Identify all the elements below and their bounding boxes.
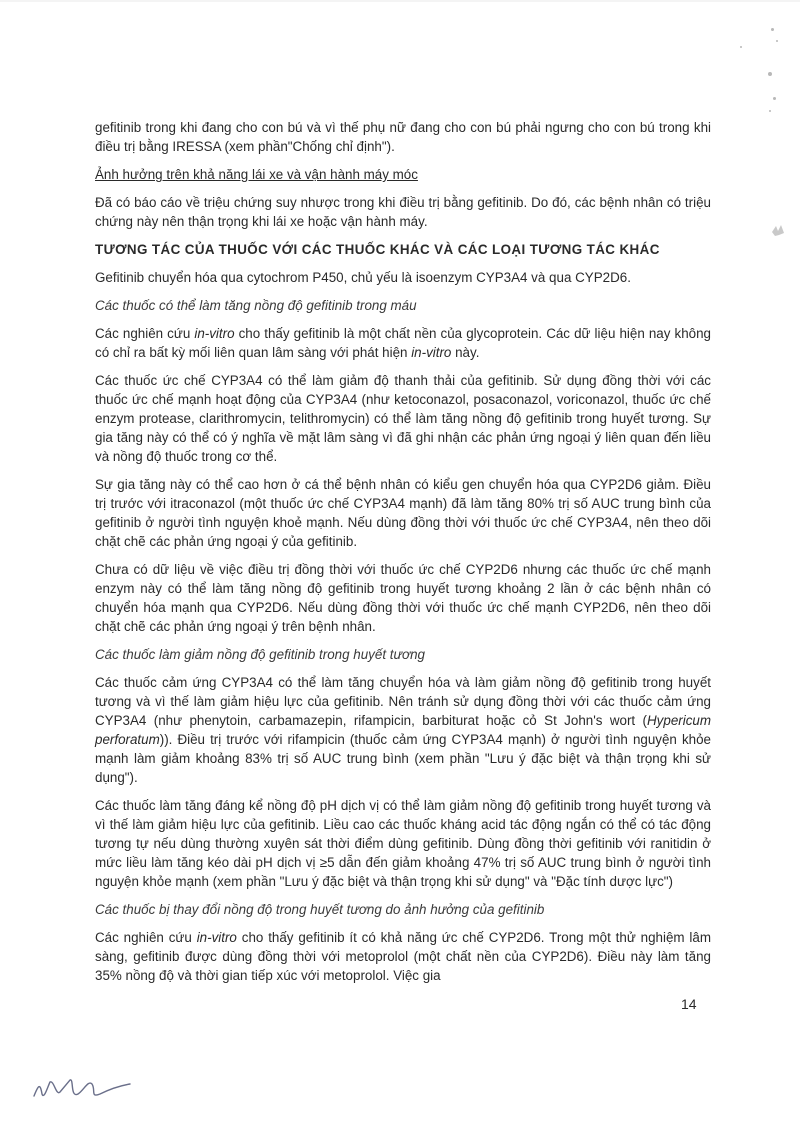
handwritten-signature bbox=[30, 1068, 140, 1108]
paragraph-driving: Đã có báo cáo về triệu chứng suy nhược trong khi điều trị bằng gefitinib. Do đó, các bệnh nhân có triệu chứng này nên thận trọng khi lái xe hoặc vận hành máy. bbox=[95, 195, 711, 229]
document-body bbox=[95, 118, 711, 994]
paragraph-glycoprotein bbox=[95, 324, 711, 362]
paragraph-cyp2d6-genotype: Sự gia tăng này có thể cao hơn ở cá thể bệnh nhân có kiểu gen chuyển hóa qua CYP2D6 giảm. Điều trị trước với itraconazol (một thuốc ức chế CYP3A4 mạnh) đã làm tăng 80% trị số AUC trung bình của gefitinib ở người tình nguyện khoẻ mạnh. Nếu dùng đồng thời với thuốc ức chế CYP3A4, nên theo dõi chặt chẽ các phản ứng ngoại ý của gefitinib. bbox=[95, 477, 711, 549]
paragraph-metoprolol bbox=[95, 928, 711, 985]
text-span: Các thuốc cảm ứng CYP3A4 có thể làm tăng chuyển hóa và làm giảm nồng độ gefitinib trong huyết tương và vì thế làm giảm hiệu lực của gefitinib. Nên tránh sử dụng đồng thời với các thuốc cảm ứng CYP3A4 (như phenytoin, carbamazepin, rifampicin, barbiturat hoặc cỏ St John's wort ( bbox=[95, 675, 711, 728]
italic-term: Hypericum perforatum bbox=[95, 713, 711, 747]
italic-term: in-vitro bbox=[196, 930, 237, 945]
scan-edge bbox=[0, 0, 800, 2]
paragraph-breastfeeding: gefitinib trong khi đang cho con bú và vì thế phụ nữ đang cho con bú phải ngưng cho con bú trong khi điều trị bằng IRESSA (xem phần"Chống chỉ định"). bbox=[95, 120, 711, 154]
paragraph-cyp3a4-inhibitors: Các thuốc ức chế CYP3A4 có thể làm giảm độ thanh thải của gefitinib. Sử dụng đồng thời với các thuốc ức chế mạnh hoạt động của CYP3A4 (như ketoconazol, posaconazol, voriconazol, thuốc ức chế enzym protease, clarithromycin, telithromycin) có thể làm tăng nồng độ gefitinib trong huyết tương. Sự gia tăng này có thể có ý nghĩa về mặt lâm sàng vì đã ghi nhận các phản ứng ngoại ý liên quan đến liều và nồng độ thuốc trong cơ thể. bbox=[95, 373, 711, 464]
subheading-increase: Các thuốc có thể làm tăng nồng độ gefitinib trong máu bbox=[95, 298, 417, 313]
scan-smudge bbox=[770, 222, 786, 238]
scan-speck bbox=[773, 97, 776, 100]
text-span: )). Điều trị trước với rifampicin (thuốc cảm ứng CYP3A4 mạnh) ở người tình nguyện khỏe mạnh làm giảm khoảng 83% trị số AUC trung bình (xem phần "Lưu ý đặc biệt và thận trọng khi sử dụng"). bbox=[95, 732, 711, 785]
italic-term: in-vitro bbox=[411, 345, 452, 360]
text-span: cho thấy gefitinib là một chất nền của glycoprotein. Các dữ liệu hiện nay không có chỉ ra bất kỳ mối liên quan lâm sàng với phát hiện bbox=[95, 326, 711, 360]
paragraph-cyp3a4-inducers bbox=[95, 673, 711, 787]
scan-speck bbox=[740, 46, 742, 48]
subheading-decrease: Các thuốc làm giảm nồng độ gefitinib trong huyết tương bbox=[95, 647, 425, 662]
heading-interactions: TƯƠNG TÁC CỦA THUỐC VỚI CÁC THUỐC KHÁC VÀ CÁC LOẠI TƯƠNG TÁC KHÁC bbox=[95, 242, 660, 257]
text-span: cho thấy gefitinib ít có khả năng ức chế CYP2D6. Trong một thử nghiệm lâm sàng, gefitinib được dùng đồng thời với metoprolol (một chất nền của CYP2D6). Điều này làm tăng 35% nồng độ và thời gian tiếp xúc với metoprolol. Việc gia bbox=[95, 930, 711, 983]
page-number: 14 bbox=[681, 996, 697, 1012]
scan-speck bbox=[776, 40, 778, 42]
text-span: này. bbox=[451, 345, 480, 360]
scan-speck bbox=[771, 28, 774, 31]
paragraph-cyp2d6-inhibitors: Chưa có dữ liệu về việc điều trị đồng thời với thuốc ức chế CYP2D6 nhưng các thuốc ức chế mạnh enzym này có thể làm tăng nồng độ gefitinib trong huyết tương khoảng 2 lần ở các bệnh nhân có chuyển hóa mạnh qua CYP2D6. Nếu dùng đồng thời với thuốc ức chế mạnh CYP2D6, nên theo dõi chặt chẽ các phản ứng ngoại ý trên bệnh nhân. bbox=[95, 562, 711, 634]
scan-speck bbox=[768, 72, 772, 76]
italic-term: in-vitro bbox=[194, 326, 235, 341]
subheading-altered: Các thuốc bị thay đổi nồng độ trong huyết tương do ảnh hưởng của gefitinib bbox=[95, 902, 545, 917]
heading-driving: Ảnh hưởng trên khả năng lái xe và vận hành máy móc bbox=[95, 167, 418, 182]
paragraph-metabolism: Gefitinib chuyển hóa qua cytochrom P450, chủ yếu là isoenzym CYP3A4 và qua CYP2D6. bbox=[95, 270, 631, 285]
scan-speck bbox=[769, 110, 771, 112]
paragraph-gastric-ph: Các thuốc làm tăng đáng kể nồng độ pH dịch vị có thể làm giảm nồng độ gefitinib trong huyết tương và vì thế làm giảm hiệu lực của gefitinib. Liều cao các thuốc kháng acid tác động ngắn có thể có tác động tương tự nếu dùng thường xuyên sát thời điểm dùng gefitinib. Dùng đồng thời gefitinib với ranitidin ở mức liều làm tăng kéo dài pH dịch vị ≥5 dẫn đến giảm khoảng 47% trị số AUC trung bình ở người tình nguyện khỏe mạnh (xem phần "Lưu ý đặc biệt và thận trọng khi sử dụng" và "Đặc tính dược lực") bbox=[95, 798, 711, 889]
text-span: Các nghiên cứu bbox=[95, 326, 195, 341]
text-span: Các nghiên cứu bbox=[95, 930, 197, 945]
